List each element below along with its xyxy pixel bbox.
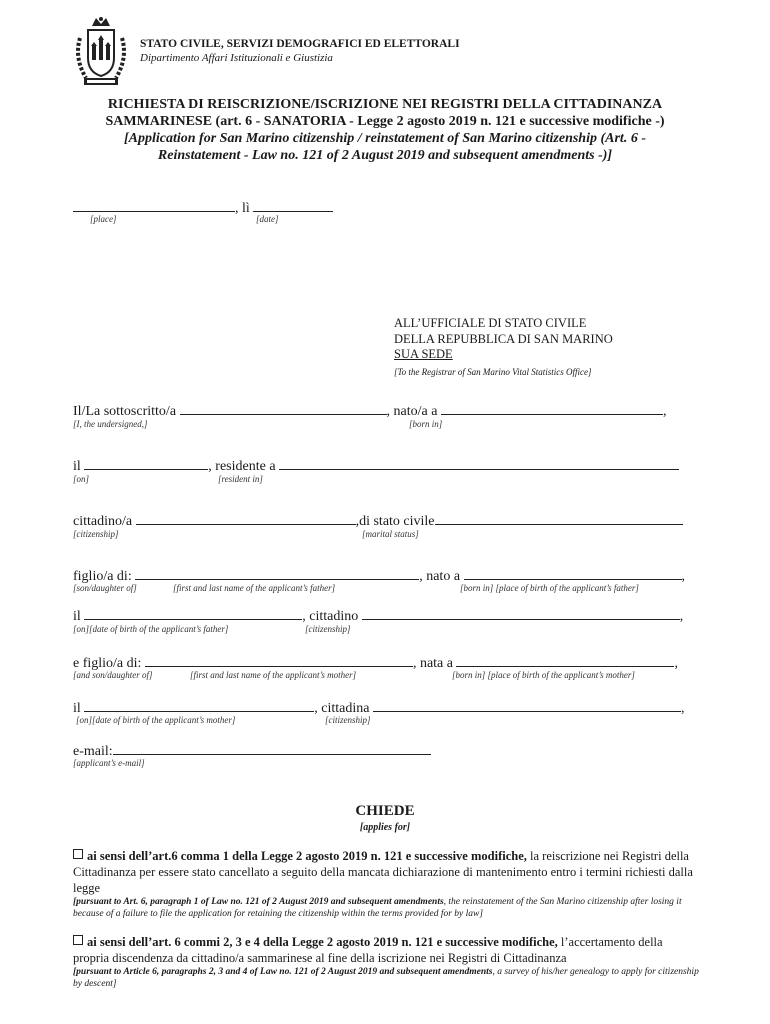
option-1-description: la reiscrizione nei Registri della Cittadinanza per essere stato cancellato a seguito della mancata dichiarazione di mantenimento entro i termini richiesti dalla legge — [73, 849, 693, 895]
and-son-of-label: e figlio/a di: — [73, 656, 142, 671]
form-title — [40, 96, 730, 164]
option-2 — [73, 934, 699, 990]
title-it-line2: SAMMARINESE (art. 6 - SANATORIA - Legge 2 agosto 2019 n. 121 e successive modifiche -) — [105, 114, 665, 129]
resident-en: [resident in] — [218, 474, 263, 484]
option-1-checkbox[interactable] — [73, 849, 83, 859]
birthplace-field[interactable] — [441, 401, 663, 415]
date-label: [date] — [256, 214, 279, 224]
recipient-block — [394, 316, 613, 380]
born-in-en: [born in] — [409, 419, 443, 429]
resident-label: , residente a — [208, 459, 276, 474]
title-en-line1: [Application for San Marino citizenship / reinstatement of San Marino citizenship (Art. 6 - — [124, 131, 646, 146]
mother-birthplace-field[interactable] — [456, 653, 674, 667]
father-on-en: [on][date of birth of the applicant’s father] — [73, 624, 229, 634]
marital-status-field[interactable] — [435, 511, 683, 525]
undersigned-label: Il/La sottoscritto/a — [73, 404, 177, 419]
birthdate-field[interactable] — [84, 456, 208, 470]
option-1-legal-ref: ai sensi dell’art.6 comma 1 della Legge 2 agosto 2019 n. 121 e successive modifiche, — [87, 849, 527, 863]
row-undersigned: Il/La sottoscritto/a , nato/a a , — [73, 401, 666, 420]
place-label: [place] — [90, 214, 117, 224]
request-heading-en: [applies for] — [359, 822, 411, 833]
row-mother: e figlio/a di: , nata a , — [73, 653, 678, 672]
father-on-label: il — [73, 609, 81, 624]
undersigned-name-field[interactable] — [180, 401, 387, 415]
option-1-en-description: , the reinstatement of the San Marino citizenship after losing it because of a failure to file the application for retaining the citizenship within the terms provided for by law] — [73, 897, 682, 919]
option-1-text — [73, 848, 699, 896]
row-birthdate-residence — [73, 456, 679, 475]
email-en: [applicant’s e-mail] — [73, 758, 145, 768]
mother-on-label: il — [73, 701, 81, 716]
san-marino-emblem — [72, 16, 130, 88]
on-en: [on] — [73, 474, 90, 484]
department-name: Dipartimento Affari Istituzionali e Giustizia — [140, 52, 333, 64]
row-father-date: il , cittadino , — [73, 606, 683, 625]
option-1 — [73, 848, 699, 920]
father-born-en: [born in] [place of birth of the applicant’s father] — [460, 583, 639, 593]
email-field[interactable] — [113, 741, 431, 755]
row-father: figlio/a di: , nato a , — [73, 566, 685, 585]
option-2-text — [73, 934, 699, 966]
mother-citizen-label: , cittadina — [314, 701, 370, 716]
option-2-en-ref: [pursuant to Article 6, paragraphs 2, 3 and 4 of Law no. 121 of 2 August 2019 and subsequent amendments — [73, 967, 493, 977]
father-citizen-label: , cittadino — [302, 609, 359, 624]
mother-citizenship-field[interactable] — [373, 698, 681, 712]
mother-name-field[interactable] — [145, 653, 413, 667]
citizenship-field[interactable] — [136, 511, 356, 525]
mother-on-en: [on][date of birth of the applicant’s mother] — [76, 715, 236, 725]
date-field[interactable] — [253, 198, 333, 212]
row-citizenship — [73, 511, 683, 530]
option-1-translation — [73, 896, 699, 920]
request-heading: CHIEDE — [355, 803, 415, 819]
title-en-line2: Reinstatement - Law no. 121 of 2 August 2019 and subsequent amendments -)] — [157, 148, 613, 163]
option-2-legal-ref: ai sensi dell’art. 6 commi 2, 3 e 4 della Legge 2 agosto 2019 n. 121 e successive modifiche, — [87, 935, 558, 949]
marital-label: ,di stato civile — [355, 514, 435, 529]
email-label: e-mail: — [73, 744, 113, 759]
father-birthdate-field[interactable] — [84, 606, 302, 620]
recipient-translation: [To the Registrar of San Marino Vital Statistics Office] — [394, 366, 592, 377]
undersigned-en: [I, the undersigned,] — [73, 419, 148, 429]
father-name-field[interactable] — [135, 566, 419, 580]
and-son-of-en: [and son/daughter of] — [73, 670, 153, 680]
option-1-en-ref: [pursuant to Art. 6, paragraph 1 of Law no. 121 of 2 August 2019 and subsequent amendments — [73, 897, 444, 907]
office-name: STATO CIVILE, SERVIZI DEMOGRAFICI ED ELETTORALI — [140, 38, 460, 50]
father-name-en: [first and last name of the applicant’s father] — [173, 583, 336, 593]
citizen-en: [citizenship] — [73, 529, 119, 539]
recipient-line3: SUA SEDE — [394, 347, 453, 361]
recipient-line1: ALL’UFFICIALE DI STATO CIVILE — [394, 316, 587, 330]
option-2-translation — [73, 966, 699, 990]
place-date-separator: , lì — [235, 201, 250, 216]
mother-name-en: [first and last name of the applicant’s mother] — [190, 670, 357, 680]
option-2-checkbox[interactable] — [73, 935, 83, 945]
father-citizen-en: [citizenship] — [305, 624, 351, 634]
mother-birthdate-field[interactable] — [84, 698, 314, 712]
option-2-description: l’accertamento della propria discendenza da cittadino/a sammarinese al fine della iscrizione nei Registri di Cittadinanza — [73, 935, 663, 965]
residence-field[interactable] — [279, 456, 679, 470]
son-of-label: figlio/a di: — [73, 569, 132, 584]
father-citizenship-field[interactable] — [362, 606, 680, 620]
place-field[interactable] — [73, 198, 235, 212]
on-label: il — [73, 459, 81, 474]
born-in-label: , nato/a a — [386, 404, 438, 419]
marital-en: [marital status] — [362, 529, 419, 539]
father-birthplace-field[interactable] — [464, 566, 682, 580]
row-mother-date: il , cittadina , — [73, 698, 684, 717]
citizen-label: cittadino/a — [73, 514, 133, 529]
option-2-en-description: , a survey of his/her genealogy to apply for citizenship by descent] — [73, 967, 699, 989]
mother-born-en: [born in] [place of birth of the applicant’s mother] — [452, 670, 635, 680]
recipient-line2: DELLA REPUBBLICA DI SAN MARINO — [394, 331, 613, 346]
mother-citizen-en: [citizenship] — [325, 715, 371, 725]
son-of-en: [son/daughter of] — [73, 583, 137, 593]
mother-born-label: , nata a — [412, 656, 453, 671]
title-it-line1: RICHIESTA DI REISCRIZIONE/ISCRIZIONE NEI REGISTRI DELLA CITTADINANZA — [107, 97, 663, 112]
father-born-label: , nato a — [419, 569, 461, 584]
